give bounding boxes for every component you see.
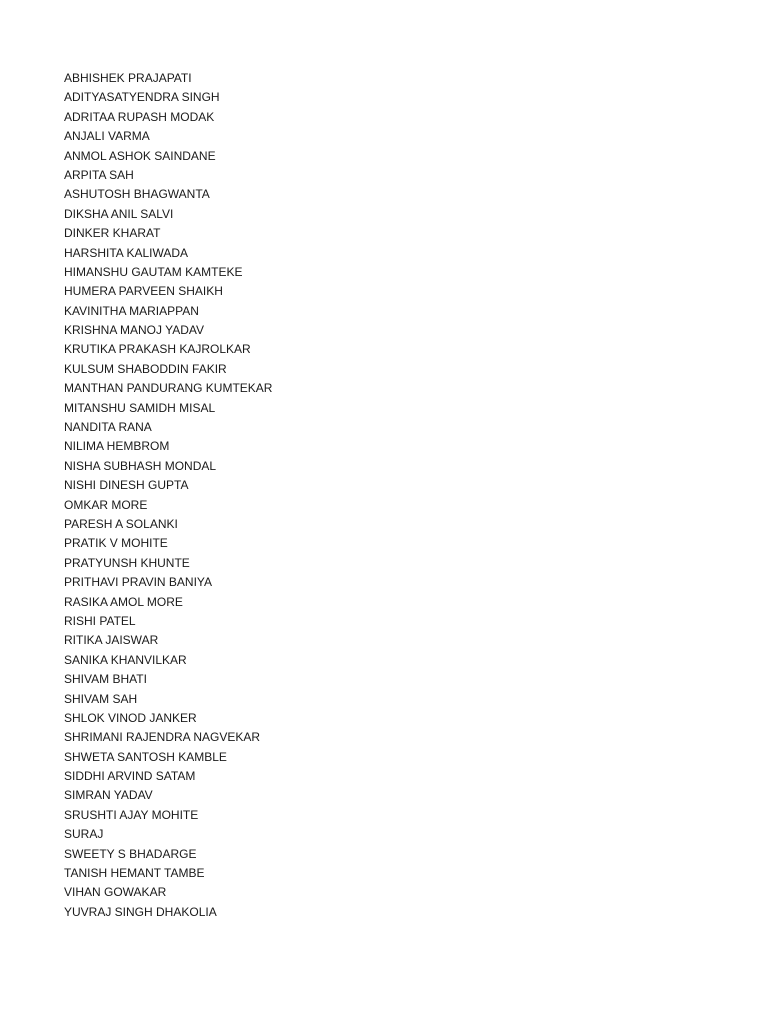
name-list-item: SHLOK VINOD JANKER bbox=[64, 710, 197, 725]
name-list-item: HARSHITA KALIWADA bbox=[64, 245, 189, 260]
name-list-item: DINKER KHARAT bbox=[64, 226, 161, 241]
name-list-item: SANIKA KHANVILKAR bbox=[64, 652, 187, 667]
name-list-item: PRATIK V MOHITE bbox=[64, 536, 168, 551]
name-list-item: SIDDHI ARVIND SATAM bbox=[64, 769, 196, 784]
name-list-item: MANTHAN PANDURANG KUMTEKAR bbox=[64, 381, 273, 396]
name-list-item: KAVINITHA MARIAPPAN bbox=[64, 303, 199, 318]
name-list-item: NISHA SUBHASH MONDAL bbox=[64, 458, 217, 473]
name-list-item: ABHISHEK PRAJAPATI bbox=[64, 71, 192, 85]
name-list-item: SWEETY S BHADARGE bbox=[64, 846, 197, 861]
name-list-item: PRITHAVI PRAVIN BANIYA bbox=[64, 575, 213, 590]
name-list-item: RISHI PATEL bbox=[64, 613, 136, 628]
name-list-item: NISHI DINESH GUPTA bbox=[64, 478, 189, 493]
name-list-item: PRATYUNSH KHUNTE bbox=[64, 555, 190, 570]
name-list-item: ANMOL ASHOK SAINDANE bbox=[64, 148, 216, 163]
name-list-item: KULSUM SHABODDIN FAKIR bbox=[64, 361, 227, 376]
name-list-item: ARPITA SAH bbox=[64, 167, 134, 182]
name-list-item: ADRITAA RUPASH MODAK bbox=[64, 109, 215, 124]
name-list-item: RASIKA AMOL MORE bbox=[64, 594, 183, 609]
name-list-item: KRUTIKA PRAKASH KAJROLKAR bbox=[64, 342, 251, 357]
name-list-item: MITANSHU SAMIDH MISAL bbox=[64, 400, 216, 415]
name-list-item: NANDITA RANA bbox=[64, 420, 152, 435]
name-list-item: SHIVAM BHATI bbox=[64, 672, 147, 687]
name-list-item: PARESH A SOLANKI bbox=[64, 516, 178, 531]
name-list-item: TANISH HEMANT TAMBE bbox=[64, 866, 205, 881]
name-list-item: SHIVAM SAH bbox=[64, 691, 138, 706]
name-list-item: VIHAN GOWAKAR bbox=[64, 885, 167, 900]
name-list-item: SIMRAN YADAV bbox=[64, 788, 153, 803]
name-list-item: ASHUTOSH BHAGWANTA bbox=[64, 187, 210, 202]
name-list-item: NILIMA HEMBROM bbox=[64, 439, 170, 454]
name-list-item: RITIKA JAISWAR bbox=[64, 633, 159, 648]
name-list-item: SRUSHTI AJAY MOHITE bbox=[64, 807, 199, 822]
name-list-item: SHWETA SANTOSH KAMBLE bbox=[64, 749, 227, 764]
name-list-item: YUVRAJ SINGH DHAKOLIA bbox=[64, 904, 217, 919]
name-list bbox=[64, 69, 272, 922]
name-list-item: HUMERA PARVEEN SHAIKH bbox=[64, 284, 223, 299]
name-list-item: ADITYASATYENDRA SINGH bbox=[64, 90, 220, 105]
name-list-item: KRISHNA MANOJ YADAV bbox=[64, 323, 205, 338]
name-list-item: ANJALI VARMA bbox=[64, 129, 150, 144]
name-list-item: OMKAR MORE bbox=[64, 497, 148, 512]
name-list-item: SHRIMANI RAJENDRA NAGVEKAR bbox=[64, 730, 261, 745]
name-list-item: HIMANSHU GAUTAM KAMTEKE bbox=[64, 264, 243, 279]
name-list-item: SURAJ bbox=[64, 827, 104, 842]
name-list-item: DIKSHA ANIL SALVI bbox=[64, 206, 174, 221]
